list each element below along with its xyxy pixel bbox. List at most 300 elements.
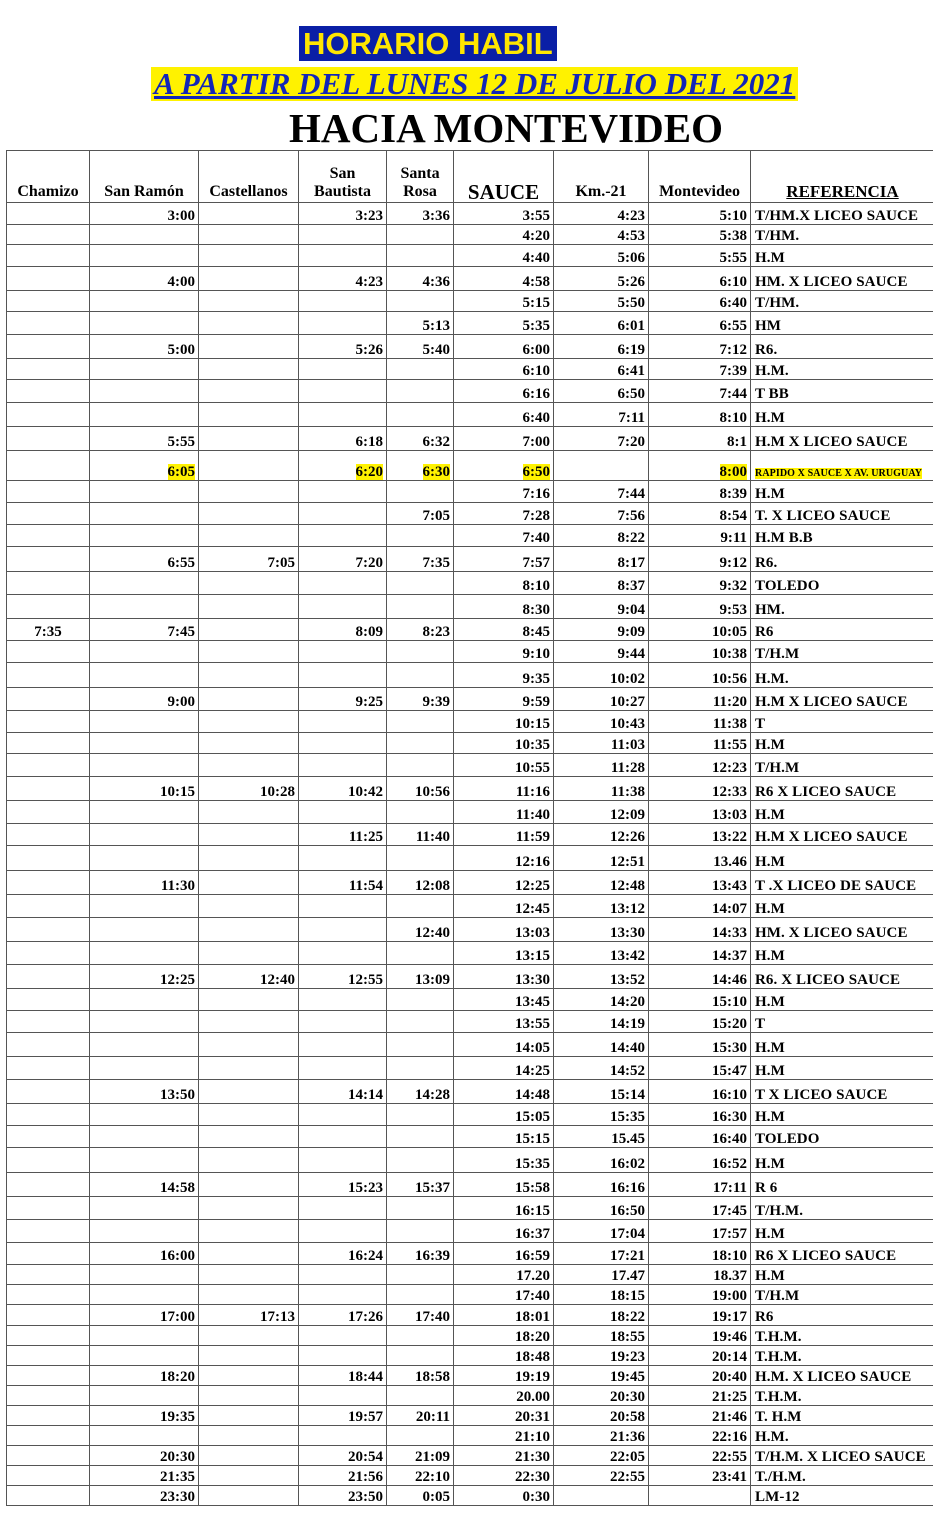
cell-santa-rosa xyxy=(387,1011,454,1033)
cell-sauce: 15:58 xyxy=(454,1173,554,1197)
cell-san-bautista xyxy=(299,641,387,663)
cell-referencia: H.M xyxy=(751,1265,933,1285)
col-header-sauce: SAUCE xyxy=(454,151,554,203)
table-row xyxy=(7,1104,933,1126)
table-row xyxy=(7,380,933,403)
cell-san-bautista: 21:56 xyxy=(299,1466,387,1486)
table-row xyxy=(7,1220,933,1243)
table-row xyxy=(7,1173,933,1197)
cell-santa-rosa xyxy=(387,801,454,824)
cell-san-bautista xyxy=(299,1265,387,1285)
table-row xyxy=(7,1285,933,1305)
cell-santa-rosa xyxy=(387,403,454,427)
cell-santa-rosa xyxy=(387,1285,454,1305)
cell-referencia: R6. X LICEO SAUCE xyxy=(751,965,933,989)
cell-referencia: T BB xyxy=(751,380,933,403)
cell-montevideo: 17:45 xyxy=(649,1197,751,1220)
cell-san-bautista: 10:42 xyxy=(299,777,387,801)
cell-san-ramon xyxy=(90,1426,199,1446)
cell-castellanos xyxy=(199,1197,299,1220)
cell-santa-rosa xyxy=(387,1426,454,1446)
cell-km21: 6:19 xyxy=(554,335,649,359)
cell-santa-rosa xyxy=(387,989,454,1011)
cell-castellanos xyxy=(199,1466,299,1486)
cell-chamizo xyxy=(7,895,90,918)
cell-sauce: 8:30 xyxy=(454,595,554,619)
cell-san-bautista xyxy=(299,1220,387,1243)
cell-referencia: H.M xyxy=(751,1104,933,1126)
highlighted-value: RAPIDO X SAUCE X AV. URUGUAY xyxy=(755,468,923,479)
cell-castellanos xyxy=(199,312,299,335)
cell-chamizo xyxy=(7,871,90,895)
cell-sauce: 13:30 xyxy=(454,965,554,989)
cell-montevideo: 9:12 xyxy=(649,547,751,572)
cell-montevideo: 13:03 xyxy=(649,801,751,824)
cell-san-ramon xyxy=(90,1033,199,1057)
cell-san-ramon: 14:58 xyxy=(90,1173,199,1197)
cell-san-ramon xyxy=(90,1148,199,1173)
cell-san-bautista: 6:18 xyxy=(299,427,387,451)
cell-sauce: 6:00 xyxy=(454,335,554,359)
cell-montevideo: 11:20 xyxy=(649,688,751,711)
col-header-san-ramon: San Ramón xyxy=(90,151,199,203)
cell-chamizo xyxy=(7,481,90,503)
cell-santa-rosa xyxy=(387,1033,454,1057)
cell-santa-rosa: 16:39 xyxy=(387,1243,454,1265)
cell-km21: 10:43 xyxy=(554,711,649,733)
cell-santa-rosa: 5:40 xyxy=(387,335,454,359)
cell-referencia: R6. xyxy=(751,335,933,359)
cell-chamizo xyxy=(7,1220,90,1243)
cell-san-bautista xyxy=(299,918,387,942)
cell-san-ramon xyxy=(90,663,199,688)
col-header-santa-rosa: Santa Rosa xyxy=(387,151,454,203)
cell-san-bautista xyxy=(299,1057,387,1080)
col-header-referencia: REFERENCIA xyxy=(751,151,933,203)
cell-montevideo: 8:1 xyxy=(649,427,751,451)
table-row xyxy=(7,1080,933,1104)
cell-sauce: 17:40 xyxy=(454,1285,554,1305)
cell-san-ramon xyxy=(90,1386,199,1406)
cell-san-bautista xyxy=(299,380,387,403)
cell-km21: 17:04 xyxy=(554,1220,649,1243)
table-row xyxy=(7,918,933,942)
cell-santa-rosa xyxy=(387,451,454,481)
cell-montevideo: 10:38 xyxy=(649,641,751,663)
cell-san-bautista: 16:24 xyxy=(299,1243,387,1265)
cell-santa-rosa: 7:05 xyxy=(387,503,454,525)
cell-chamizo xyxy=(7,846,90,871)
cell-castellanos xyxy=(199,1080,299,1104)
cell-montevideo: 15:10 xyxy=(649,989,751,1011)
cell-san-ramon: 4:00 xyxy=(90,267,199,291)
cell-sauce: 10:15 xyxy=(454,711,554,733)
cell-castellanos xyxy=(199,403,299,427)
cell-sauce: 11:16 xyxy=(454,777,554,801)
cell-castellanos xyxy=(199,1243,299,1265)
cell-sauce: 19:19 xyxy=(454,1366,554,1386)
cell-san-ramon xyxy=(90,942,199,965)
cell-san-bautista xyxy=(299,846,387,871)
cell-referencia: T/H.M. xyxy=(751,1197,933,1220)
cell-san-bautista xyxy=(299,245,387,267)
cell-chamizo xyxy=(7,1386,90,1406)
cell-san-ramon xyxy=(90,1011,199,1033)
cell-santa-rosa xyxy=(387,1104,454,1126)
cell-montevideo: 16:52 xyxy=(649,1148,751,1173)
cell-chamizo xyxy=(7,777,90,801)
cell-montevideo: 11:38 xyxy=(649,711,751,733)
cell-sauce: 3:55 xyxy=(454,203,554,225)
cell-montevideo: 6:40 xyxy=(649,291,751,312)
cell-san-ramon xyxy=(90,801,199,824)
cell-chamizo xyxy=(7,824,90,846)
table-row xyxy=(7,267,933,291)
table-row xyxy=(7,754,933,777)
cell-santa-rosa xyxy=(387,1386,454,1406)
cell-sauce: 14:25 xyxy=(454,1057,554,1080)
table-row xyxy=(7,225,933,245)
cell-san-bautista xyxy=(299,451,387,481)
cell-referencia: H.M xyxy=(751,846,933,871)
cell-san-ramon xyxy=(90,572,199,595)
cell-montevideo: 11:55 xyxy=(649,733,751,754)
cell-san-bautista: 9:25 xyxy=(299,688,387,711)
cell-montevideo: 9:32 xyxy=(649,572,751,595)
cell-km21: 16:16 xyxy=(554,1173,649,1197)
cell-castellanos xyxy=(199,1148,299,1173)
table-row xyxy=(7,801,933,824)
cell-referencia: HM. X LICEO SAUCE xyxy=(751,267,933,291)
cell-santa-rosa: 17:40 xyxy=(387,1305,454,1326)
cell-sauce: 13:45 xyxy=(454,989,554,1011)
table-row xyxy=(7,1406,933,1426)
cell-km21: 8:22 xyxy=(554,525,649,547)
cell-castellanos xyxy=(199,525,299,547)
cell-san-ramon: 5:00 xyxy=(90,335,199,359)
cell-san-ramon xyxy=(90,1057,199,1080)
cell-castellanos xyxy=(199,663,299,688)
cell-sauce: 11:59 xyxy=(454,824,554,846)
cell-san-bautista xyxy=(299,942,387,965)
cell-castellanos: 12:40 xyxy=(199,965,299,989)
col-header-castellanos: Castellanos xyxy=(199,151,299,203)
cell-montevideo: 23:41 xyxy=(649,1466,751,1486)
cell-chamizo xyxy=(7,1366,90,1386)
col-header-montevideo: Montevideo xyxy=(649,151,751,203)
cell-montevideo: 13.46 xyxy=(649,846,751,871)
cell-san-bautista xyxy=(299,1148,387,1173)
cell-montevideo: 6:55 xyxy=(649,312,751,335)
cell-sauce: 13:55 xyxy=(454,1011,554,1033)
cell-castellanos xyxy=(199,942,299,965)
cell-san-bautista: 5:26 xyxy=(299,335,387,359)
cell-km21: 22:55 xyxy=(554,1466,649,1486)
table-row xyxy=(7,335,933,359)
cell-san-ramon: 11:30 xyxy=(90,871,199,895)
cell-castellanos xyxy=(199,1366,299,1386)
cell-km21: 5:06 xyxy=(554,245,649,267)
cell-san-ramon xyxy=(90,595,199,619)
cell-san-bautista xyxy=(299,572,387,595)
cell-castellanos xyxy=(199,619,299,641)
cell-santa-rosa: 6:32 xyxy=(387,427,454,451)
cell-santa-rosa xyxy=(387,641,454,663)
table-row xyxy=(7,824,933,846)
cell-montevideo: 19:17 xyxy=(649,1305,751,1326)
cell-san-ramon xyxy=(90,733,199,754)
highlighted-value: 6:50 xyxy=(522,464,550,480)
table-row xyxy=(7,688,933,711)
cell-castellanos xyxy=(199,688,299,711)
cell-montevideo: 13:43 xyxy=(649,871,751,895)
cell-chamizo xyxy=(7,1446,90,1466)
cell-referencia: R6 X LICEO SAUCE xyxy=(751,777,933,801)
cell-santa-rosa: 22:10 xyxy=(387,1466,454,1486)
cell-referencia: H.M X LICEO SAUCE xyxy=(751,688,933,711)
cell-san-bautista xyxy=(299,595,387,619)
cell-montevideo: 15:30 xyxy=(649,1033,751,1057)
table-row xyxy=(7,1466,933,1486)
cell-san-ramon: 12:25 xyxy=(90,965,199,989)
cell-chamizo xyxy=(7,1011,90,1033)
cell-sauce: 14:05 xyxy=(454,1033,554,1057)
cell-montevideo: 18:10 xyxy=(649,1243,751,1265)
cell-montevideo: 19:46 xyxy=(649,1326,751,1346)
cell-san-bautista: 12:55 xyxy=(299,965,387,989)
cell-santa-rosa: 5:13 xyxy=(387,312,454,335)
cell-referencia: T/H.M xyxy=(751,754,933,777)
cell-referencia: H.M xyxy=(751,1033,933,1057)
table-row xyxy=(7,1326,933,1346)
cell-montevideo: 22:16 xyxy=(649,1426,751,1446)
cell-san-bautista xyxy=(299,801,387,824)
cell-sauce: 20:31 xyxy=(454,1406,554,1426)
cell-km21: 5:50 xyxy=(554,291,649,312)
cell-montevideo: 9:11 xyxy=(649,525,751,547)
cell-chamizo xyxy=(7,427,90,451)
cell-san-bautista: 15:23 xyxy=(299,1173,387,1197)
cell-san-ramon xyxy=(90,291,199,312)
cell-referencia: T/HM.X LICEO SAUCE xyxy=(751,203,933,225)
cell-chamizo xyxy=(7,1406,90,1426)
cell-referencia: R6 xyxy=(751,1305,933,1326)
cell-san-ramon xyxy=(90,451,199,481)
cell-santa-rosa: 13:09 xyxy=(387,965,454,989)
cell-chamizo xyxy=(7,245,90,267)
cell-sauce: 7:57 xyxy=(454,547,554,572)
cell-chamizo xyxy=(7,688,90,711)
cell-referencia: R 6 xyxy=(751,1173,933,1197)
cell-km21: 11:03 xyxy=(554,733,649,754)
cell-referencia xyxy=(751,451,933,481)
cell-castellanos xyxy=(199,1126,299,1148)
cell-sauce: 5:15 xyxy=(454,291,554,312)
cell-chamizo xyxy=(7,267,90,291)
cell-sauce: 16:15 xyxy=(454,1197,554,1220)
cell-san-ramon: 10:15 xyxy=(90,777,199,801)
cell-montevideo: 8:54 xyxy=(649,503,751,525)
cell-km21: 16:02 xyxy=(554,1148,649,1173)
cell-san-bautista xyxy=(299,525,387,547)
cell-san-ramon: 20:30 xyxy=(90,1446,199,1466)
table-row xyxy=(7,1197,933,1220)
cell-castellanos xyxy=(199,1173,299,1197)
cell-san-bautista xyxy=(299,359,387,380)
table-row xyxy=(7,1148,933,1173)
cell-san-ramon xyxy=(90,641,199,663)
cell-sauce: 18:48 xyxy=(454,1346,554,1366)
cell-sauce: 21:30 xyxy=(454,1446,554,1466)
cell-montevideo: 14:46 xyxy=(649,965,751,989)
cell-castellanos xyxy=(199,427,299,451)
cell-santa-rosa: 14:28 xyxy=(387,1080,454,1104)
cell-referencia: H.M xyxy=(751,481,933,503)
cell-san-ramon xyxy=(90,380,199,403)
cell-castellanos xyxy=(199,1057,299,1080)
cell-sauce: 16:37 xyxy=(454,1220,554,1243)
cell-km21: 7:56 xyxy=(554,503,649,525)
cell-castellanos xyxy=(199,711,299,733)
table-row xyxy=(7,403,933,427)
cell-chamizo xyxy=(7,291,90,312)
cell-chamizo xyxy=(7,1486,90,1506)
cell-referencia: H.M X LICEO SAUCE xyxy=(751,427,933,451)
table-row xyxy=(7,895,933,918)
table-row xyxy=(7,619,933,641)
cell-referencia: H.M xyxy=(751,989,933,1011)
cell-km21: 13:30 xyxy=(554,918,649,942)
cell-castellanos xyxy=(199,801,299,824)
cell-castellanos xyxy=(199,1346,299,1366)
cell-km21: 13:42 xyxy=(554,942,649,965)
table-row xyxy=(7,547,933,572)
cell-sauce: 10:55 xyxy=(454,754,554,777)
cell-san-bautista: 20:54 xyxy=(299,1446,387,1466)
cell-montevideo: 16:30 xyxy=(649,1104,751,1126)
cell-referencia: T. H.M xyxy=(751,1406,933,1426)
cell-san-ramon xyxy=(90,525,199,547)
cell-km21: 14:20 xyxy=(554,989,649,1011)
cell-referencia: H.M xyxy=(751,403,933,427)
cell-referencia: R6 xyxy=(751,619,933,641)
cell-santa-rosa xyxy=(387,380,454,403)
cell-km21: 15:35 xyxy=(554,1104,649,1126)
cell-san-bautista: 11:25 xyxy=(299,824,387,846)
cell-santa-rosa: 4:36 xyxy=(387,267,454,291)
cell-castellanos xyxy=(199,1386,299,1406)
cell-montevideo: 20:14 xyxy=(649,1346,751,1366)
cell-referencia: T xyxy=(751,1011,933,1033)
cell-san-ramon: 6:55 xyxy=(90,547,199,572)
table-row xyxy=(7,1265,933,1285)
cell-santa-rosa xyxy=(387,754,454,777)
cell-montevideo: 15:20 xyxy=(649,1011,751,1033)
table-row xyxy=(7,312,933,335)
cell-chamizo xyxy=(7,225,90,245)
cell-referencia: R6 X LICEO SAUCE xyxy=(751,1243,933,1265)
cell-sauce: 17.20 xyxy=(454,1265,554,1285)
cell-castellanos xyxy=(199,871,299,895)
cell-castellanos xyxy=(199,1486,299,1506)
cell-sauce: 21:10 xyxy=(454,1426,554,1446)
cell-san-ramon xyxy=(90,245,199,267)
cell-castellanos xyxy=(199,1446,299,1466)
cell-san-ramon xyxy=(90,1265,199,1285)
cell-santa-rosa xyxy=(387,245,454,267)
cell-santa-rosa xyxy=(387,1197,454,1220)
cell-chamizo xyxy=(7,572,90,595)
cell-santa-rosa xyxy=(387,291,454,312)
cell-sauce: 15:35 xyxy=(454,1148,554,1173)
cell-san-bautista xyxy=(299,1104,387,1126)
highlighted-value: 6:20 xyxy=(355,464,383,480)
cell-san-bautista: 11:54 xyxy=(299,871,387,895)
cell-san-bautista xyxy=(299,1033,387,1057)
cell-san-ramon xyxy=(90,918,199,942)
cell-montevideo: 7:44 xyxy=(649,380,751,403)
cell-santa-rosa xyxy=(387,359,454,380)
cell-san-bautista xyxy=(299,1346,387,1366)
cell-chamizo xyxy=(7,1148,90,1173)
cell-chamizo xyxy=(7,989,90,1011)
cell-chamizo xyxy=(7,1285,90,1305)
table-row xyxy=(7,777,933,801)
header-row xyxy=(7,151,933,203)
cell-chamizo xyxy=(7,1326,90,1346)
cell-sauce: 12:16 xyxy=(454,846,554,871)
cell-chamizo xyxy=(7,754,90,777)
cell-sauce: 8:10 xyxy=(454,572,554,595)
cell-km21: 19:45 xyxy=(554,1366,649,1386)
cell-santa-rosa: 18:58 xyxy=(387,1366,454,1386)
col-header-chamizo: Chamizo xyxy=(7,151,90,203)
cell-santa-rosa: 21:09 xyxy=(387,1446,454,1466)
table-row xyxy=(7,711,933,733)
cell-sauce: 11:40 xyxy=(454,801,554,824)
cell-referencia: T/H.M xyxy=(751,641,933,663)
cell-km21: 14:40 xyxy=(554,1033,649,1057)
cell-referencia: T X LICEO SAUCE xyxy=(751,1080,933,1104)
cell-santa-rosa: 7:35 xyxy=(387,547,454,572)
table-row xyxy=(7,1033,933,1057)
table-row xyxy=(7,1426,933,1446)
cell-sauce: 7:00 xyxy=(454,427,554,451)
cell-san-ramon xyxy=(90,1220,199,1243)
table-row xyxy=(7,942,933,965)
cell-referencia: T/H.M xyxy=(751,1285,933,1305)
cell-km21: 16:50 xyxy=(554,1197,649,1220)
cell-referencia: T .X LICEO DE SAUCE xyxy=(751,871,933,895)
cell-castellanos xyxy=(199,733,299,754)
cell-san-ramon xyxy=(90,481,199,503)
cell-san-ramon: 3:00 xyxy=(90,203,199,225)
table-row xyxy=(7,989,933,1011)
cell-san-bautista xyxy=(299,663,387,688)
col-header-san-bautista: San Bautista xyxy=(299,151,387,203)
schedule-table xyxy=(6,150,933,1506)
cell-castellanos xyxy=(199,989,299,1011)
cell-castellanos xyxy=(199,203,299,225)
table-row xyxy=(7,871,933,895)
cell-referencia: T./H.M. xyxy=(751,1466,933,1486)
table-row xyxy=(7,245,933,267)
cell-santa-rosa: 9:39 xyxy=(387,688,454,711)
cell-montevideo: 20:40 xyxy=(649,1366,751,1386)
cell-chamizo xyxy=(7,403,90,427)
cell-castellanos xyxy=(199,359,299,380)
cell-chamizo xyxy=(7,1305,90,1326)
